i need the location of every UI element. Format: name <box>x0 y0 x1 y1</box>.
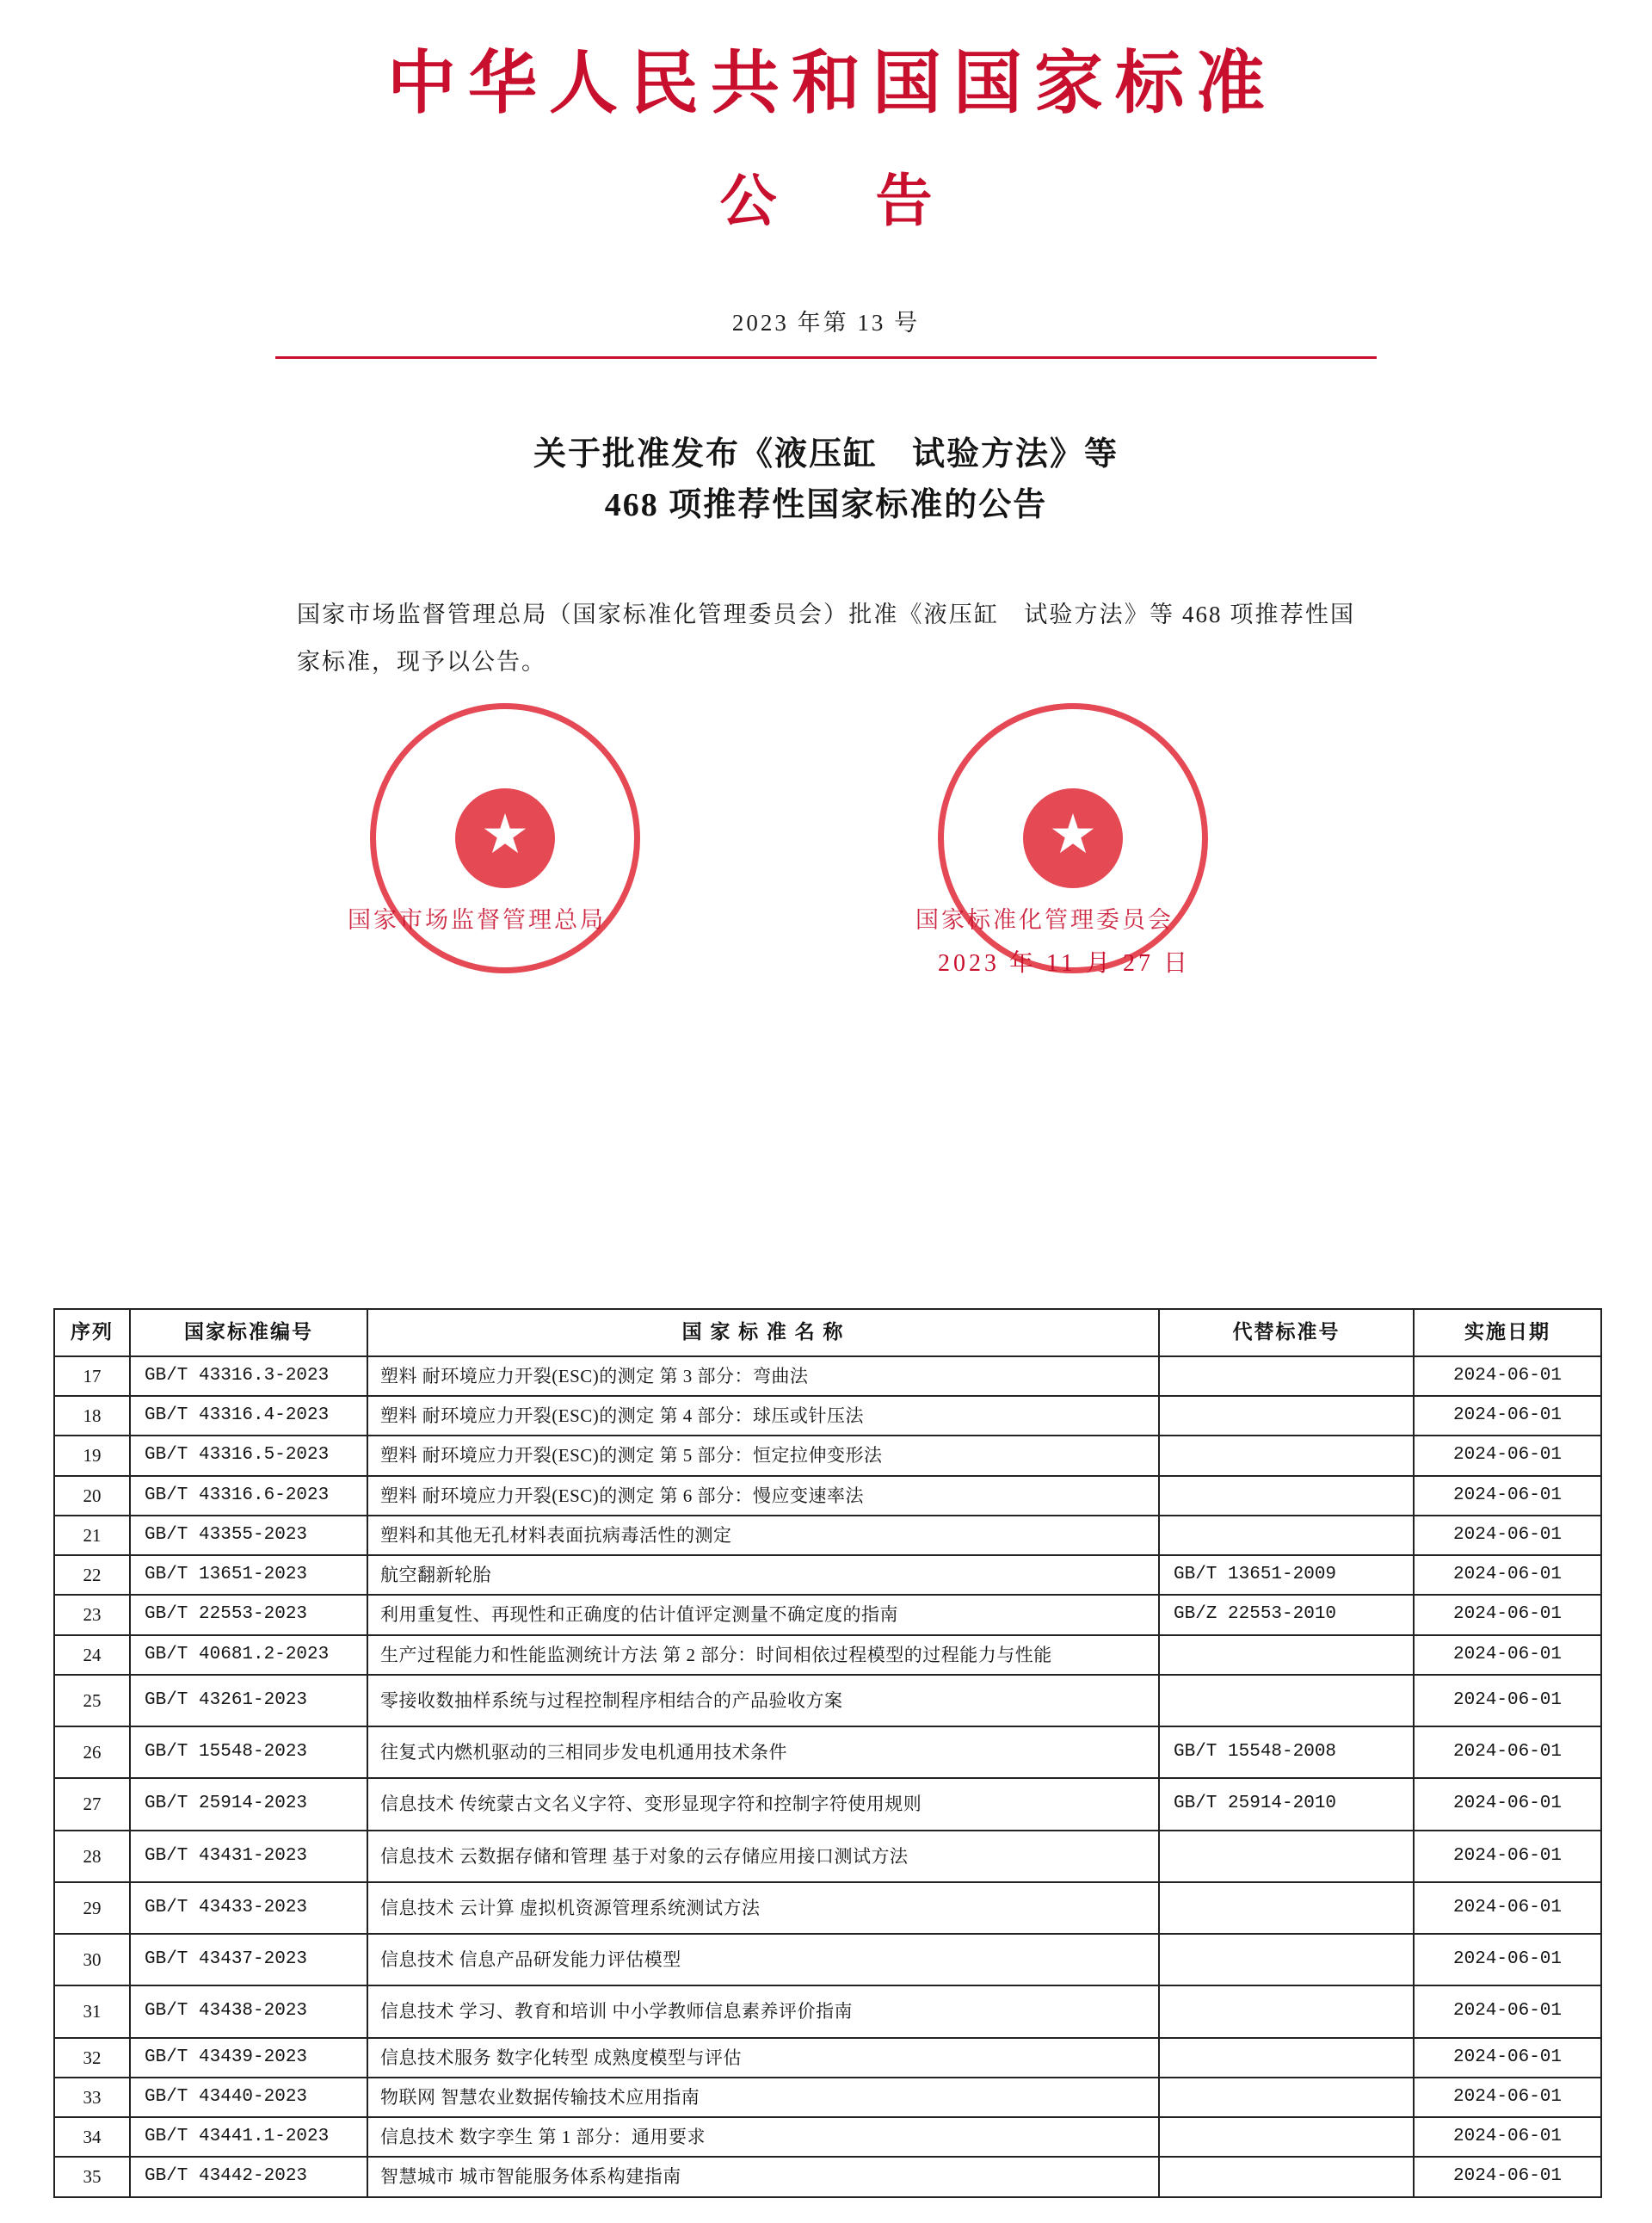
page-title: 中华人民共和国国家标准 <box>387 42 1277 123</box>
cell-index: 24 <box>54 1635 130 1675</box>
cell-name: 信息技术 云数据存储和管理 基于对象的云存储应用接口测试方法 <box>367 1831 1159 1882</box>
cell-replaces <box>1159 1436 1414 1475</box>
cell-replaces <box>1159 2078 1414 2117</box>
table-row <box>54 1396 1601 1436</box>
table-row <box>54 2157 1601 2196</box>
table-row <box>54 1726 1601 1778</box>
cell-code: GB/T 43438-2023 <box>130 1985 367 2037</box>
seal-left-caption: 国家市场监督管理总局 <box>348 907 606 934</box>
masthead <box>0 0 1652 359</box>
table-row <box>54 1675 1601 1726</box>
cell-code: GB/T 40681.2-2023 <box>130 1635 367 1675</box>
table-row <box>54 1476 1601 1516</box>
cell-replaces <box>1159 2038 1414 2078</box>
table-row <box>54 1595 1601 1634</box>
cell-code: GB/T 13651-2023 <box>130 1555 367 1595</box>
cell-replaces <box>1159 1476 1414 1516</box>
cell-name: 塑料 耐环境应力开裂(ESC)的测定 第 6 部分：慢应变速率法 <box>367 1476 1159 1516</box>
cell-index: 23 <box>54 1595 130 1634</box>
announcement-title-line1: 关于批准发布《液压缸 试验方法》等 <box>533 436 1119 472</box>
cell-date: 2024-06-01 <box>1414 1396 1601 1436</box>
cell-replaces <box>1159 1882 1414 1934</box>
cell-replaces <box>1159 1516 1414 1555</box>
cell-code: GB/T 43431-2023 <box>130 1831 367 1882</box>
cell-date: 2024-06-01 <box>1414 2117 1601 2157</box>
cell-date: 2024-06-01 <box>1414 2038 1601 2078</box>
announcement-body: 国家市场监督管理总局（国家标准化管理委员会）批准《液压缸 试验方法》等 468 项推荐性国家标准，现予以公告。 <box>297 601 1355 676</box>
standards-table <box>53 1308 1602 2198</box>
cell-name: 物联网 智慧农业数据传输技术应用指南 <box>367 2078 1159 2117</box>
cell-date: 2024-06-01 <box>1414 1778 1601 1830</box>
cell-name: 信息技术 学习、教育和培训 中小学教师信息素养评价指南 <box>367 1985 1159 2037</box>
cell-name: 信息技术 数字孪生 第 1 部分：通用要求 <box>367 2117 1159 2157</box>
announcement-title <box>0 429 1652 531</box>
cell-code: GB/T 43440-2023 <box>130 2078 367 2117</box>
table-row <box>54 1436 1601 1475</box>
table-row <box>54 1831 1601 1882</box>
cell-code: GB/T 43316.6-2023 <box>130 1476 367 1516</box>
cell-name: 塑料 耐环境应力开裂(ESC)的测定 第 3 部分：弯曲法 <box>367 1356 1159 1396</box>
cell-code: GB/T 43433-2023 <box>130 1882 367 1934</box>
table-body <box>54 1356 1601 2197</box>
table-row <box>54 1778 1601 1830</box>
table-row <box>54 2117 1601 2157</box>
cell-name: 塑料 耐环境应力开裂(ESC)的测定 第 5 部分：恒定拉伸变形法 <box>367 1436 1159 1475</box>
cell-code: GB/T 43316.4-2023 <box>130 1396 367 1436</box>
seal-area <box>0 695 1652 979</box>
cell-replaces <box>1159 1675 1414 1726</box>
cell-date: 2024-06-01 <box>1414 1934 1601 1985</box>
cell-code: GB/T 25914-2023 <box>130 1778 367 1830</box>
cell-index: 27 <box>54 1778 130 1830</box>
cell-name: 信息技术 云计算 虚拟机资源管理系统测试方法 <box>367 1882 1159 1934</box>
cell-index: 31 <box>54 1985 130 2037</box>
cell-date: 2024-06-01 <box>1414 1595 1601 1634</box>
cell-replaces: GB/T 25914-2010 <box>1159 1778 1414 1830</box>
cell-replaces: GB/Z 22553-2010 <box>1159 1595 1414 1634</box>
cell-code: GB/T 22553-2023 <box>130 1595 367 1634</box>
document-type-title: 公 告 <box>719 167 972 234</box>
table-row <box>54 2078 1601 2117</box>
cell-index: 18 <box>54 1396 130 1436</box>
cell-name: 生产过程能力和性能监测统计方法 第 2 部分：时间相依过程模型的过程能力与性能 <box>367 1635 1159 1675</box>
cell-name: 塑料 耐环境应力开裂(ESC)的测定 第 4 部分：球压或针压法 <box>367 1396 1159 1436</box>
seal-date: 2023 年 11 月 27 日 <box>938 950 1191 978</box>
cell-replaces <box>1159 1396 1414 1436</box>
cell-name: 航空翻新轮胎 <box>367 1555 1159 1595</box>
seal-star-icon <box>1023 788 1123 888</box>
cell-index: 19 <box>54 1436 130 1475</box>
cell-replaces <box>1159 1356 1414 1396</box>
cell-code: GB/T 43437-2023 <box>130 1934 367 1985</box>
cell-date: 2024-06-01 <box>1414 2157 1601 2196</box>
table-row <box>54 1882 1601 1934</box>
standards-table-container <box>53 1308 1602 2198</box>
cell-index: 35 <box>54 2157 130 2196</box>
cell-date: 2024-06-01 <box>1414 1476 1601 1516</box>
cell-code: GB/T 43442-2023 <box>130 2157 367 2196</box>
cell-name: 信息技术服务 数字化转型 成熟度模型与评估 <box>367 2038 1159 2078</box>
cell-date: 2024-06-01 <box>1414 1516 1601 1555</box>
cell-name: 信息技术 传统蒙古文名义字符、变形显现字符和控制字符使用规则 <box>367 1778 1159 1830</box>
cell-index: 34 <box>54 2117 130 2157</box>
cell-replaces <box>1159 1635 1414 1675</box>
table-row <box>54 1985 1601 2037</box>
cell-code: GB/T 43355-2023 <box>130 1516 367 1555</box>
cell-index: 32 <box>54 2038 130 2078</box>
cell-name: 塑料和其他无孔材料表面抗病毒活性的测定 <box>367 1516 1159 1555</box>
cell-index: 17 <box>54 1356 130 1396</box>
cell-date: 2024-06-01 <box>1414 1726 1601 1778</box>
table-header-row <box>54 1309 1601 1356</box>
table-row <box>54 1934 1601 1985</box>
issue-number: 2023 年第 13 号 <box>731 310 921 336</box>
cell-replaces <box>1159 2117 1414 2157</box>
cell-date: 2024-06-01 <box>1414 1831 1601 1882</box>
table-row <box>54 1356 1601 1396</box>
cell-name: 信息技术 信息产品研发能力评估模型 <box>367 1934 1159 1985</box>
cell-code: GB/T 43439-2023 <box>130 2038 367 2078</box>
cell-index: 25 <box>54 1675 130 1726</box>
cell-date: 2024-06-01 <box>1414 2078 1601 2117</box>
announcement-title-line2: 468 项推荐性国家标准的公告 <box>604 486 1048 523</box>
cell-replaces: GB/T 15548-2008 <box>1159 1726 1414 1778</box>
cell-index: 22 <box>54 1555 130 1595</box>
column-header-code: 国家标准编号 <box>130 1309 367 1356</box>
cell-index: 20 <box>54 1476 130 1516</box>
cell-date: 2024-06-01 <box>1414 1436 1601 1475</box>
table-row <box>54 1635 1601 1675</box>
cell-index: 33 <box>54 2078 130 2117</box>
cell-date: 2024-06-01 <box>1414 1635 1601 1675</box>
cell-code: GB/T 43316.3-2023 <box>130 1356 367 1396</box>
cell-name: 智慧城市 城市智能服务体系构建指南 <box>367 2157 1159 2196</box>
cell-replaces <box>1159 1934 1414 1985</box>
cell-index: 29 <box>54 1882 130 1934</box>
cell-code: GB/T 15548-2023 <box>130 1726 367 1778</box>
cell-date: 2024-06-01 <box>1414 1882 1601 1934</box>
cell-code: GB/T 43441.1-2023 <box>130 2117 367 2157</box>
cell-replaces <box>1159 2157 1414 2196</box>
column-header-date: 实施日期 <box>1414 1309 1601 1356</box>
cell-replaces: GB/T 13651-2009 <box>1159 1555 1414 1595</box>
cell-code: GB/T 43261-2023 <box>130 1675 367 1726</box>
cell-code: GB/T 43316.5-2023 <box>130 1436 367 1475</box>
cell-index: 30 <box>54 1934 130 1985</box>
cell-date: 2024-06-01 <box>1414 1675 1601 1726</box>
cell-name: 往复式内燃机驱动的三相同步发电机通用技术条件 <box>367 1726 1159 1778</box>
seal-right-caption: 国家标准化管理委员会 <box>915 907 1174 934</box>
cell-index: 26 <box>54 1726 130 1778</box>
cell-date: 2024-06-01 <box>1414 1985 1601 2037</box>
cell-replaces <box>1159 1831 1414 1882</box>
table-row <box>54 1516 1601 1555</box>
column-header-replaces: 代替标准号 <box>1159 1309 1414 1356</box>
cell-replaces <box>1159 1985 1414 2037</box>
cell-date: 2024-06-01 <box>1414 1555 1601 1595</box>
cell-name: 利用重复性、再现性和正确度的估计值评定测量不确定度的指南 <box>367 1595 1159 1634</box>
cell-date: 2024-06-01 <box>1414 1356 1601 1396</box>
cell-index: 28 <box>54 1831 130 1882</box>
divider-rule <box>275 356 1377 359</box>
cell-index: 21 <box>54 1516 130 1555</box>
column-header-index: 序列 <box>54 1309 130 1356</box>
cell-name: 零接收数抽样系统与过程控制程序相结合的产品验收方案 <box>367 1675 1159 1726</box>
seal-star-icon <box>455 788 555 888</box>
table-row <box>54 2038 1601 2078</box>
column-header-name: 国 家 标 准 名 称 <box>367 1309 1159 1356</box>
table-row <box>54 1555 1601 1595</box>
